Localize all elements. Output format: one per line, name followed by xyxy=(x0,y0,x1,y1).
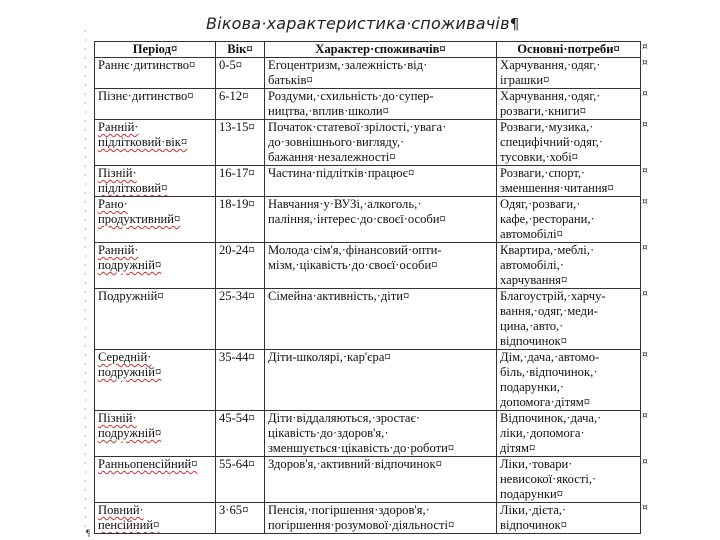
margin-mark: · xyxy=(84,171,87,180)
character-cell-line: до·зовнішнього·вигляду,· xyxy=(268,135,405,149)
period-cell-line: Середній· xyxy=(98,350,152,364)
needs-cell xyxy=(497,503,641,534)
age-cell-line: З·65¤ xyxy=(219,503,249,517)
needs-cell-line: автомобілі¤ xyxy=(500,227,563,241)
period-cell-line: Раннє·дитинство¤ xyxy=(98,58,196,72)
period-cell xyxy=(95,166,216,197)
margin-mark: · xyxy=(84,360,87,369)
table-row xyxy=(95,243,641,289)
period-cell xyxy=(95,89,216,120)
margin-mark: · xyxy=(84,432,87,441)
margin-mark: · xyxy=(84,306,87,315)
margin-mark: · xyxy=(84,243,87,252)
age-cell-line: 35-44¤ xyxy=(219,350,255,364)
table-row xyxy=(95,166,641,197)
needs-cell-line: подарунки¤ xyxy=(500,487,563,501)
margin-mark: · xyxy=(84,288,87,297)
table-row xyxy=(95,457,641,503)
consumer-age-table xyxy=(94,41,641,534)
margin-mark: · xyxy=(84,108,87,117)
table-row xyxy=(95,350,641,411)
character-cell xyxy=(265,503,497,534)
period-cell-line: пенсійний¤ xyxy=(98,518,160,532)
period-cell-line: продуктивний¤ xyxy=(98,212,181,226)
margin-mark: · xyxy=(84,333,87,342)
character-cell-line: Діти·віддаляються,·зростає· xyxy=(268,411,421,425)
row-end-mark: ¤ xyxy=(642,58,648,68)
character-cell xyxy=(265,89,497,120)
row-end-mark: ¤ xyxy=(642,166,648,176)
period-cell xyxy=(95,457,216,503)
period-cell-line: підлітковий¤ xyxy=(98,181,168,195)
character-cell xyxy=(265,457,497,503)
character-cell-line: Початок·статевої·зрілості,·увага· xyxy=(268,120,447,134)
needs-cell-line: зменшення·читання¤ xyxy=(500,181,614,195)
period-cell-line: Подружній¤ xyxy=(98,289,164,303)
needs-cell xyxy=(497,197,641,243)
margin-mark: · xyxy=(84,441,87,450)
needs-cell-line: автомобілі,· xyxy=(500,258,564,272)
margin-mark: · xyxy=(84,252,87,261)
age-cell-line: 16-17¤ xyxy=(219,166,255,180)
needs-cell xyxy=(497,289,641,350)
period-cell xyxy=(95,243,216,289)
age-cell xyxy=(216,411,265,457)
character-cell-line: Навчання·у·ВУЗі,·алкоголь,· xyxy=(268,197,422,211)
margin-mark: · xyxy=(84,99,87,108)
header-character: Характер·споживачів¤ xyxy=(265,42,497,58)
needs-cell-line: невисокої·якості,· xyxy=(500,472,597,486)
header-needs: Основні·потреби¤ xyxy=(497,42,641,58)
margin-mark: · xyxy=(84,162,87,171)
character-cell-line: Частина·підлітків·працює¤ xyxy=(268,166,415,180)
period-cell xyxy=(95,58,216,89)
character-cell xyxy=(265,243,497,289)
character-cell xyxy=(265,350,497,411)
margin-mark: · xyxy=(84,279,87,288)
margin-mark: · xyxy=(84,72,87,81)
margin-mark: · xyxy=(84,468,87,477)
period-cell xyxy=(95,503,216,534)
margin-mark: · xyxy=(84,504,87,513)
needs-cell-line: Розваги,·музика,· xyxy=(500,120,594,134)
needs-cell-line: допомога·дітям¤ xyxy=(500,395,591,409)
margin-mark: · xyxy=(84,495,87,504)
margin-mark: · xyxy=(84,225,87,234)
margin-mark: · xyxy=(84,315,87,324)
period-cell-line: Пізнє·дитинство¤ xyxy=(98,89,194,103)
margin-mark: · xyxy=(84,405,87,414)
needs-cell-line: іграшки¤ xyxy=(500,73,550,87)
margin-mark: · xyxy=(84,297,87,306)
needs-cell-line: Благоустрій,·харчу- xyxy=(500,289,606,303)
needs-cell-line: Відпочинок,·дача,· xyxy=(500,411,602,425)
margin-mark: · xyxy=(84,180,87,189)
period-cell xyxy=(95,411,216,457)
character-cell-line: Пенсія,·погіршення·здоров'я,· xyxy=(268,503,430,517)
period-cell xyxy=(95,197,216,243)
character-cell-line: зменшується·цікавість·до·роботи¤ xyxy=(268,441,455,455)
needs-cell xyxy=(497,243,641,289)
margin-mark: · xyxy=(84,261,87,270)
needs-cell-line: дітям¤ xyxy=(500,441,536,455)
needs-cell-line: харчування¤ xyxy=(500,273,568,287)
margin-mark: · xyxy=(84,522,87,531)
age-cell xyxy=(216,289,265,350)
character-cell-line: Роздуми,·схильність·до·супер- xyxy=(268,89,434,103)
period-cell-line: Ранній· xyxy=(98,120,139,134)
pilcrow-mark: ¶ xyxy=(509,15,520,33)
period-cell-line: Ранній· xyxy=(98,243,139,257)
margin-mark: · xyxy=(84,486,87,495)
margin-mark: · xyxy=(84,153,87,162)
age-cell xyxy=(216,89,265,120)
margin-mark: · xyxy=(84,126,87,135)
age-cell-line: 45-54¤ xyxy=(219,411,255,425)
margin-mark: · xyxy=(84,36,87,45)
needs-cell-line: Ліки,·товари· xyxy=(500,457,573,471)
row-end-mark: ¤ xyxy=(642,457,648,467)
period-cell-line: Пізній· xyxy=(98,411,137,425)
paragraph-end-mark: ¶ xyxy=(86,528,91,538)
character-cell xyxy=(265,289,497,350)
needs-cell xyxy=(497,411,641,457)
character-cell-line: батьків¤ xyxy=(268,73,313,87)
margin-mark: · xyxy=(84,117,87,126)
character-cell-line: Егоцентризм,·залежність·від· xyxy=(268,58,428,72)
character-cell-line: Сімейна·активність,·діти¤ xyxy=(268,289,410,303)
character-cell-line: мізм,·цікавість·до·своєї·особи¤ xyxy=(268,258,438,272)
row-end-mark: ¤ xyxy=(642,89,648,99)
needs-cell-line: тусовки,·хобі¤ xyxy=(500,150,578,164)
needs-cell xyxy=(497,89,641,120)
age-cell xyxy=(216,120,265,166)
age-cell-line: 20-24¤ xyxy=(219,243,255,257)
period-cell xyxy=(95,350,216,411)
margin-mark: · xyxy=(84,81,87,90)
period-cell xyxy=(95,120,216,166)
header-age: Вік¤ xyxy=(216,42,265,58)
margin-mark: · xyxy=(84,234,87,243)
table-header-row xyxy=(95,42,641,58)
needs-cell-line: вання,·одяг,·меди- xyxy=(500,304,598,318)
table-row xyxy=(95,197,641,243)
period-cell-line: подружній¤ xyxy=(98,365,162,379)
table-row xyxy=(95,120,641,166)
margin-mark: · xyxy=(84,351,87,360)
margin-mark: · xyxy=(84,396,87,405)
character-cell-line: цікавість·до·здоров'я,· xyxy=(268,426,389,440)
row-end-mark: ¤ xyxy=(642,350,648,360)
title-text: Вікова·характеристика·споживачів xyxy=(206,14,510,33)
margin-mark: · xyxy=(84,513,87,522)
needs-cell-line: біль,·відпочинок,· xyxy=(500,365,598,379)
character-cell-line: паління,·інтерес·до·своєї·особи¤ xyxy=(268,212,446,226)
margin-mark: · xyxy=(84,477,87,486)
needs-cell-line: Ліки,·дієта,· xyxy=(500,503,567,517)
margin-mark: · xyxy=(84,189,87,198)
needs-cell-line: кафе,·ресторани,· xyxy=(500,212,595,226)
character-cell xyxy=(265,58,497,89)
needs-cell xyxy=(497,120,641,166)
needs-cell-line: Одяг,·розваги,· xyxy=(500,197,581,211)
margin-mark: · xyxy=(84,423,87,432)
character-cell-line: погіршення·розумової·діяльності¤ xyxy=(268,518,455,532)
age-cell xyxy=(216,243,265,289)
row-end-mark: ¤ xyxy=(642,411,648,421)
needs-cell-line: Дім,·дача,·автомо- xyxy=(500,350,600,364)
margin-mark: · xyxy=(84,387,87,396)
needs-cell-line: Харчування,·одяг,· xyxy=(500,58,601,72)
character-cell xyxy=(265,120,497,166)
needs-cell-line: Харчування,·одяг,· xyxy=(500,89,601,103)
header-period: Період¤ xyxy=(95,42,216,58)
needs-cell-line: специфічний·одяг,· xyxy=(500,135,604,149)
character-cell xyxy=(265,197,497,243)
age-cell xyxy=(216,166,265,197)
margin-mark: · xyxy=(84,198,87,207)
margin-mark: · xyxy=(84,27,87,36)
needs-cell-line: цина,·авто,· xyxy=(500,319,564,333)
margin-mark: · xyxy=(84,324,87,333)
row-end-mark: ¤ xyxy=(642,243,648,253)
period-cell-line: Пізній· xyxy=(98,166,137,180)
age-cell-line: 0-5¤ xyxy=(219,58,243,72)
period-cell-line: підлітковий·вік¤ xyxy=(98,135,188,149)
table-row xyxy=(95,503,641,534)
row-end-mark: ¤ xyxy=(642,503,648,513)
margin-mark: · xyxy=(84,270,87,279)
needs-cell xyxy=(497,58,641,89)
character-cell xyxy=(265,411,497,457)
age-cell-line: 18-19¤ xyxy=(219,197,255,211)
margin-mark: · xyxy=(84,54,87,63)
character-cell-line: ництва,·вплив·школи¤ xyxy=(268,104,389,118)
age-cell-line: 55-64¤ xyxy=(219,457,255,471)
age-cell xyxy=(216,58,265,89)
row-end-mark: ¤ xyxy=(642,42,648,52)
age-cell-line: 13-15¤ xyxy=(219,120,255,134)
period-cell-line: подружній¤ xyxy=(98,426,162,440)
needs-cell-line: відпочинок¤ xyxy=(500,334,568,348)
margin-mark: · xyxy=(84,459,87,468)
needs-cell xyxy=(497,457,641,503)
needs-cell-line: розваги,·книги¤ xyxy=(500,104,586,118)
margin-mark: · xyxy=(84,450,87,459)
age-cell xyxy=(216,350,265,411)
table-row xyxy=(95,89,641,120)
margin-mark: · xyxy=(84,144,87,153)
margin-mark: · xyxy=(84,63,87,72)
margin-mark: · xyxy=(84,216,87,225)
margin-mark: · xyxy=(84,207,87,216)
age-cell-line: 6-12¤ xyxy=(219,89,249,103)
table-row xyxy=(95,58,641,89)
needs-cell-line: відпочинок¤ xyxy=(500,518,568,532)
character-cell-line: Діти-школярі,·кар'єра¤ xyxy=(268,350,391,364)
needs-cell-line: Розваги,·спорт,· xyxy=(500,166,586,180)
character-cell-line: Здоров'я,·активний·відпочинок¤ xyxy=(268,457,442,471)
character-cell-line: Молода·сім'я,·фінансовий·опти- xyxy=(268,243,442,257)
period-cell-line: Рано· xyxy=(98,197,128,211)
period-cell-line: Повний· xyxy=(98,503,144,517)
age-cell xyxy=(216,197,265,243)
row-end-mark: ¤ xyxy=(642,289,648,299)
needs-cell-line: ліки,·допомога· xyxy=(500,426,585,440)
period-cell xyxy=(95,289,216,350)
needs-cell xyxy=(497,166,641,197)
row-end-mark: ¤ xyxy=(642,120,648,130)
margin-mark: · xyxy=(84,342,87,351)
age-cell xyxy=(216,503,265,534)
period-cell-line: подружній¤ xyxy=(98,258,162,272)
margin-mark: · xyxy=(84,45,87,54)
margin-mark: · xyxy=(84,369,87,378)
margin-mark: · xyxy=(84,135,87,144)
table-row xyxy=(95,289,641,350)
age-cell xyxy=(216,457,265,503)
table-title xyxy=(206,14,536,33)
left-margin-marks xyxy=(84,28,92,534)
row-end-mark: ¤ xyxy=(642,197,648,207)
age-cell-line: 25-34¤ xyxy=(219,289,255,303)
needs-cell-line: подарунки,· xyxy=(500,380,565,394)
margin-mark: · xyxy=(84,90,87,99)
table-row xyxy=(95,411,641,457)
margin-mark: · xyxy=(84,378,87,387)
period-cell-line: Ранньопенсійний¤ xyxy=(98,457,198,471)
needs-cell xyxy=(497,350,641,411)
character-cell xyxy=(265,166,497,197)
needs-cell-line: Квартира,·меблі,· xyxy=(500,243,595,257)
character-cell-line: бажання·незалежності¤ xyxy=(268,150,396,164)
margin-mark: · xyxy=(84,414,87,423)
